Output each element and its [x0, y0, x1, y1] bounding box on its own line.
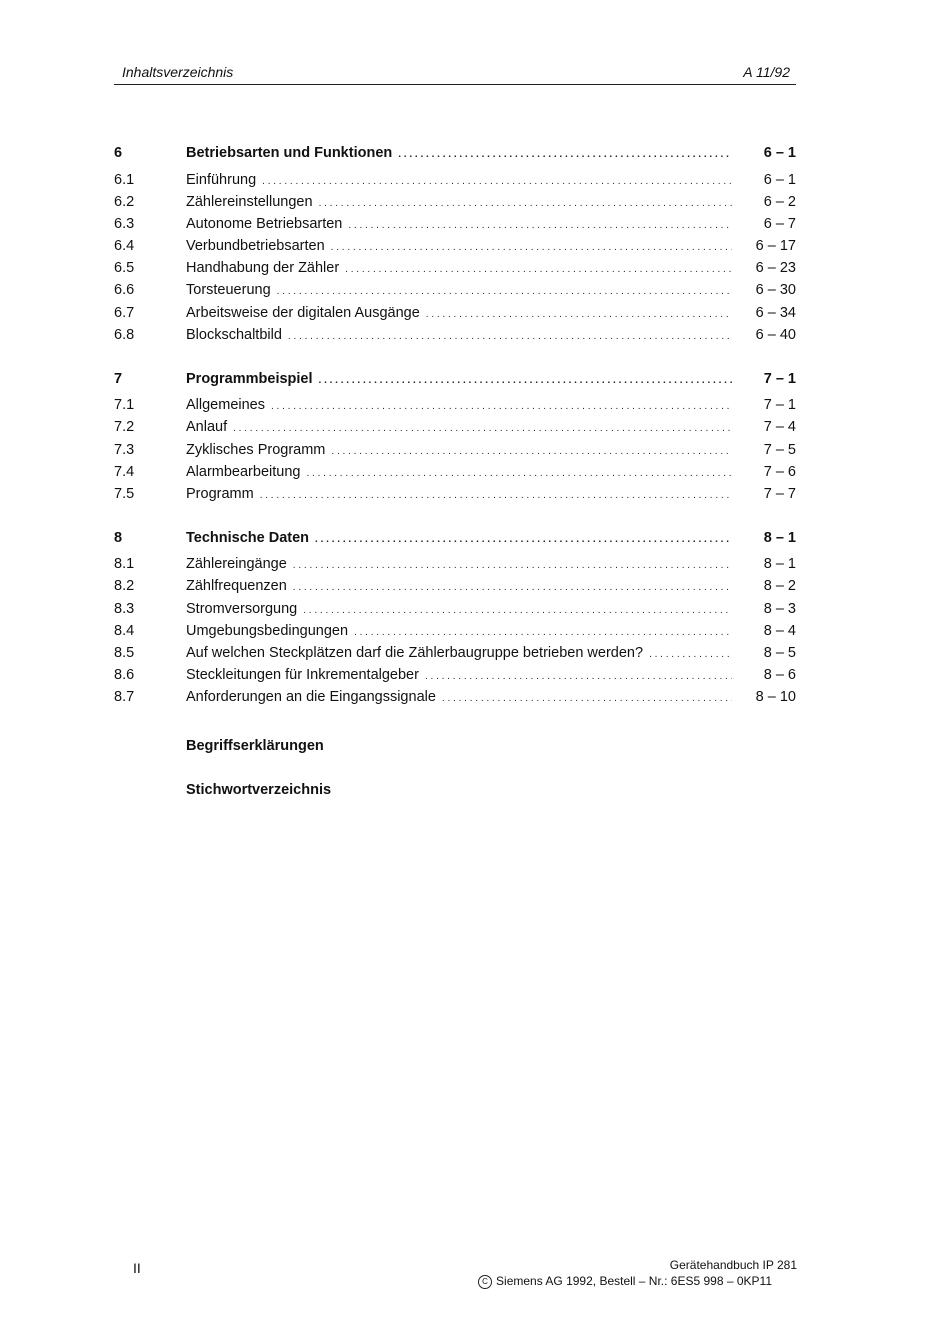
toc-entry-title: Alarmbearbeitung — [186, 464, 301, 480]
toc-entry-title: Anforderungen an die Eingangssignale — [186, 689, 436, 705]
toc-entry — [114, 621, 796, 641]
toc-entry-title: Einführung — [186, 172, 257, 188]
toc-dot-leader — [306, 462, 732, 484]
toc-entry-title: Programm — [186, 486, 254, 502]
toc-entry — [114, 528, 796, 548]
toc-entry-title: Auf welchen Steckplätzen darf die Zählerbaugruppe betrieben werden? — [186, 645, 644, 661]
toc-entry-title: Technische Daten — [186, 530, 310, 546]
toc-dot-leader — [649, 643, 732, 665]
toc-entry — [114, 462, 796, 482]
toc-entry-page: 6 – 1 — [763, 172, 796, 188]
toc-dot-leader — [442, 687, 732, 709]
toc-entry-page: 6 – 2 — [763, 194, 796, 210]
toc-entry — [114, 484, 796, 504]
toc-entry-title: Begriffserklärungen — [186, 738, 324, 754]
toc-entry-title: Zählereingänge — [186, 556, 287, 572]
toc-entry-page: 6 – 1 — [763, 145, 796, 161]
toc-entry — [114, 417, 796, 437]
toc-entry-page: 8 – 2 — [763, 578, 796, 594]
toc-entry-title: Stichwortverzeichnis — [186, 782, 332, 798]
toc-entry-title: Torsteuerung — [186, 282, 271, 298]
toc-entry-page: 8 – 1 — [763, 556, 796, 572]
toc-entry-page: 8 – 6 — [763, 667, 796, 683]
toc-entry — [114, 214, 796, 234]
toc-entry-title: Programmbeispiel — [186, 371, 313, 387]
toc-dot-leader — [398, 143, 732, 165]
footer-manual-title: Gerätehandbuch IP 281 — [669, 1258, 797, 1272]
toc-entry-title: Zählfrequenzen — [186, 578, 287, 594]
toc-entry — [114, 554, 796, 574]
page-header — [114, 62, 796, 85]
toc-dot-leader — [345, 258, 732, 280]
toc-entry-number: 6.6 — [114, 282, 135, 298]
toc-entry-number: 7.3 — [114, 442, 135, 458]
toc-entry — [114, 325, 796, 345]
toc-entry-number: 6.4 — [114, 238, 135, 254]
toc-entry — [114, 303, 796, 323]
toc-entry-title: Betriebsarten und Funktionen — [186, 145, 393, 161]
toc-entry — [114, 736, 796, 756]
toc-entry-page: 7 – 1 — [763, 397, 796, 413]
toc-entry-number: 8 — [114, 530, 123, 546]
toc-entry — [114, 280, 796, 300]
toc-entry-number: 8.6 — [114, 667, 135, 683]
toc-entry-title: Handhabung der Zähler — [186, 260, 340, 276]
toc-entry-number: 7.5 — [114, 486, 135, 502]
toc-entry-page: 7 – 5 — [763, 442, 796, 458]
toc-dot-leader — [293, 554, 732, 576]
toc-entry — [114, 643, 796, 663]
toc-entry-page: 7 – 1 — [763, 371, 796, 387]
toc-dot-leader — [331, 236, 732, 258]
toc-dot-leader — [319, 369, 732, 391]
toc-entry-page: 7 – 4 — [763, 419, 796, 435]
toc-entry — [114, 440, 796, 460]
toc-dot-leader — [293, 576, 732, 598]
toc-entry — [114, 258, 796, 278]
footer-copyright — [478, 1274, 772, 1289]
toc-entry-page: 8 – 5 — [763, 645, 796, 661]
toc-dot-leader — [354, 621, 732, 643]
toc-dot-leader — [260, 484, 732, 506]
toc-entry-number: 6.5 — [114, 260, 135, 276]
toc-entry-number: 6.7 — [114, 305, 135, 321]
toc-entry-title: Zyklisches Programm — [186, 442, 326, 458]
toc-entry-title: Autonome Betriebsarten — [186, 216, 343, 232]
toc-entry — [114, 143, 796, 163]
toc-entry-number: 6.1 — [114, 172, 135, 188]
toc-entry — [114, 170, 796, 190]
toc-entry-number: 8.7 — [114, 689, 135, 705]
toc-entry-page: 8 – 4 — [763, 623, 796, 639]
toc-entry — [114, 780, 796, 800]
toc-dot-leader — [425, 665, 732, 687]
toc-entry-number: 6.3 — [114, 216, 135, 232]
toc-entry — [114, 665, 796, 685]
toc-entry-page: 6 – 34 — [755, 305, 796, 321]
toc-entry-number: 8.4 — [114, 623, 135, 639]
toc-entry-number: 8.1 — [114, 556, 135, 572]
toc-entry — [114, 236, 796, 256]
toc-entry-page: 7 – 6 — [763, 464, 796, 480]
toc-entry — [114, 599, 796, 619]
toc-dot-leader — [319, 192, 732, 214]
toc-entry-number: 6 — [114, 145, 123, 161]
toc-entry-title: Arbeitsweise der digitalen Ausgänge — [186, 305, 420, 321]
toc-dot-leader — [331, 440, 732, 462]
toc-entry-page: 8 – 3 — [763, 601, 796, 617]
toc-entry-number: 8.3 — [114, 601, 135, 617]
toc-entry-title: Stromversorgung — [186, 601, 298, 617]
toc-entry — [114, 687, 796, 707]
toc-dot-leader — [303, 599, 732, 621]
toc-entry-page: 6 – 17 — [755, 238, 796, 254]
toc-entry — [114, 369, 796, 389]
toc-entry-title: Steckleitungen für Inkrementalgeber — [186, 667, 419, 683]
toc-entry-page: 6 – 30 — [755, 282, 796, 298]
toc-entry-number: 6.2 — [114, 194, 135, 210]
header-section-title: Inhaltsverzeichnis — [122, 64, 234, 80]
toc-entry-number: 6.8 — [114, 327, 135, 343]
toc-entry-number: 8.2 — [114, 578, 135, 594]
page-number: II — [133, 1260, 141, 1276]
toc-entry — [114, 192, 796, 212]
toc-entry-title: Allgemeines — [186, 397, 265, 413]
toc-entry-title: Blockschaltbild — [186, 327, 282, 343]
toc-entry-page: 6 – 7 — [763, 216, 796, 232]
toc-dot-leader — [315, 528, 732, 550]
toc-entry-number: 7.2 — [114, 419, 135, 435]
footer-copyright-text: Siemens AG 1992, Bestell – Nr.: 6ES5 998 – 0KP11 — [496, 1274, 772, 1288]
toc-dot-leader — [348, 214, 732, 236]
toc-dot-leader — [277, 280, 732, 302]
toc-entry — [114, 395, 796, 415]
toc-dot-leader — [271, 395, 732, 417]
toc-entry — [114, 576, 796, 596]
toc-entry-page: 6 – 23 — [755, 260, 796, 276]
toc-entry-number: 7.1 — [114, 397, 135, 413]
toc-entry-number: 8.5 — [114, 645, 135, 661]
toc-dot-leader — [288, 325, 732, 347]
toc-dot-leader — [262, 170, 732, 192]
toc-dot-leader — [233, 417, 732, 439]
toc-entry-title: Umgebungsbedingungen — [186, 623, 349, 639]
toc-entry-number: 7 — [114, 371, 123, 387]
toc-entry-page: 7 – 7 — [763, 486, 796, 502]
toc-dot-leader — [426, 303, 732, 325]
toc-entry-page: 8 – 1 — [763, 530, 796, 546]
toc-entry-page: 8 – 10 — [755, 689, 796, 705]
copyright-icon: C — [478, 1275, 492, 1289]
toc-entry-number: 7.4 — [114, 464, 135, 480]
toc-entry-page: 6 – 40 — [755, 327, 796, 343]
toc-entry-title: Anlauf — [186, 419, 228, 435]
toc-entry-title: Zählereinstellungen — [186, 194, 313, 210]
toc-entry-title: Verbundbetriebsarten — [186, 238, 325, 254]
header-document-ref: A 11/92 — [743, 64, 790, 80]
